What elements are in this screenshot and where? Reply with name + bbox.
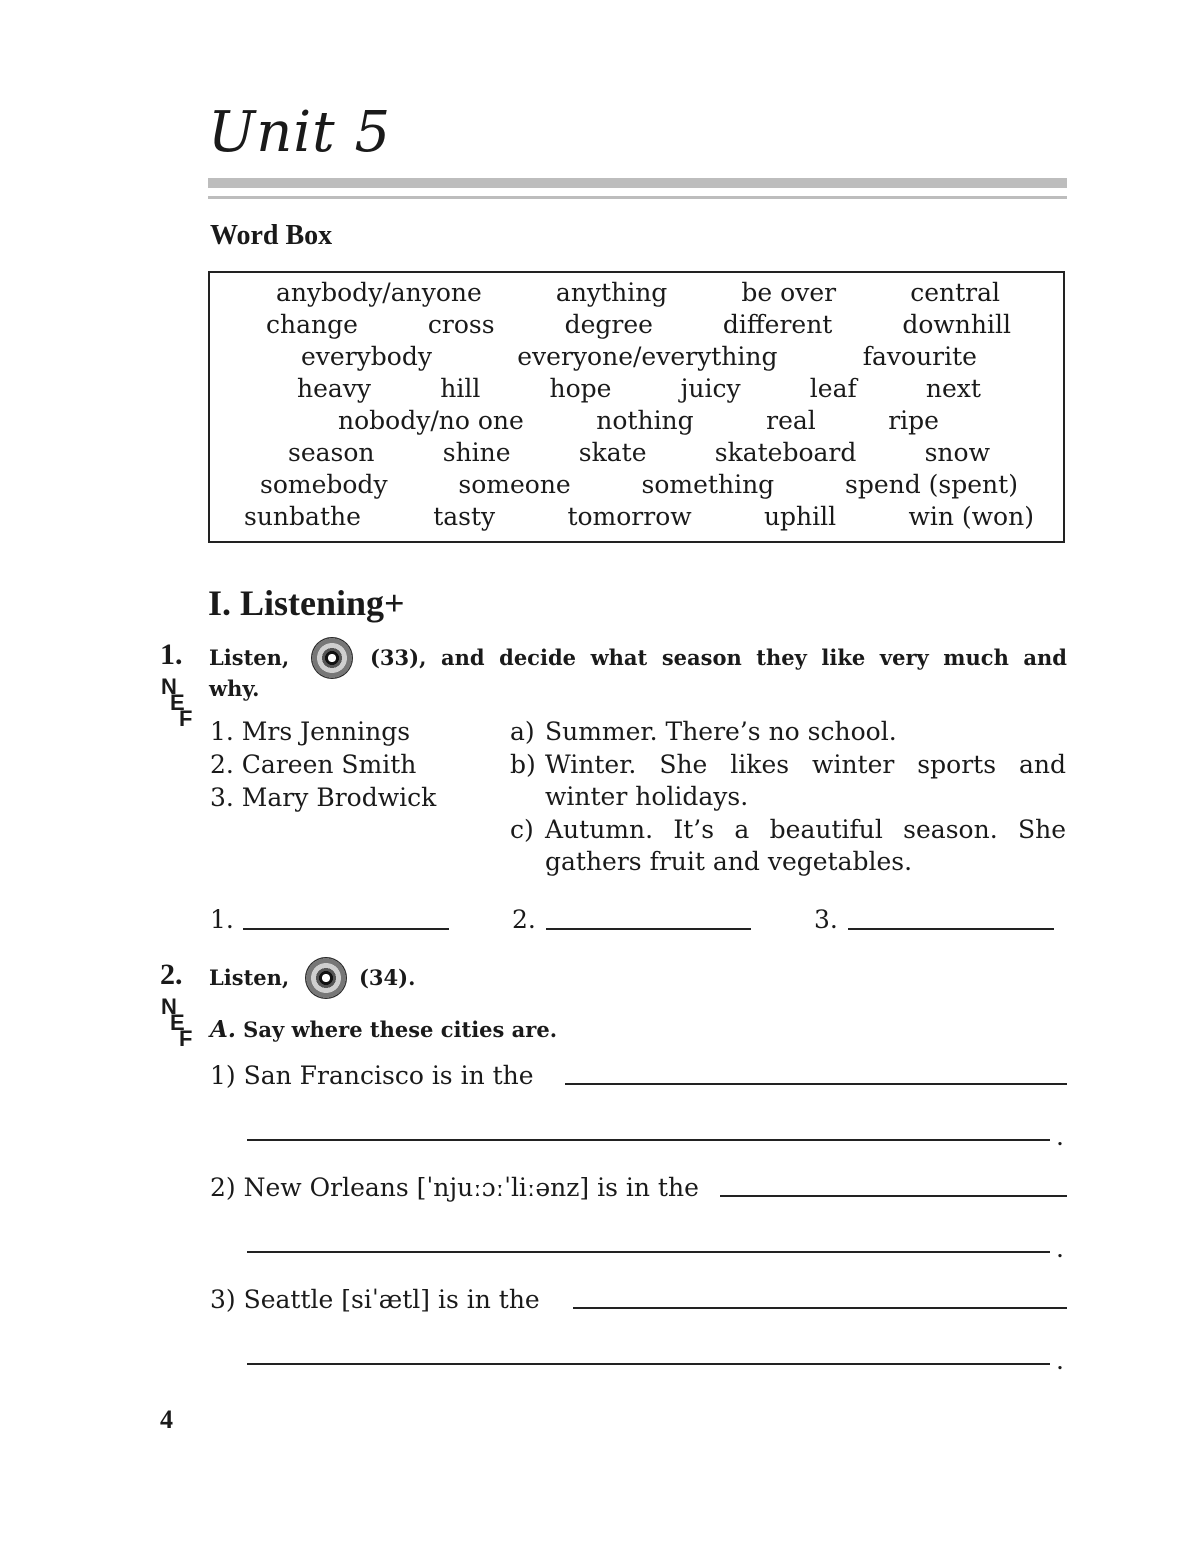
word-box-row [266,309,1011,341]
exercise-instruction-start: Listen, [209,645,290,670]
page-number: 4 [160,1405,173,1434]
word-box-row [276,277,1000,309]
word: spend (spent) [845,470,1018,499]
title-rule-thick [208,178,1067,188]
word-box-row [288,437,990,469]
word: tasty [433,502,496,531]
answer-letter: c) [510,815,534,844]
word-box-row [301,341,977,373]
list-item: 1. Mrs Jennings [210,717,411,746]
exercise-instruction-line2: why. [209,676,260,701]
answer-line[interactable] [720,1195,1067,1197]
word: skateboard [714,438,857,467]
blank-label: 2. [512,905,536,934]
question-label: 3) Seattle [siˈætl] is in the [210,1285,540,1314]
exercise-number: 1. [160,638,183,671]
part-label [210,1016,557,1043]
question-label: 2) New Orleans [ˈnjuːɔːˈliːənz] is in the [210,1173,699,1202]
badge-letter: N [161,674,177,699]
title-rule-thin [208,196,1067,199]
word: downhill [902,310,1011,339]
answer-text: gathers fruit and vegetables. [545,847,913,876]
word-box-row [244,501,1034,533]
blank-label: 1. [210,905,234,934]
word: next [925,374,981,403]
word: cross [427,310,495,339]
list-item: 3. Mary Brodwick [210,783,437,812]
word: degree [564,310,653,339]
answer-text: Winter. She likes winter sports and [545,750,1066,779]
badge-letter: F [179,706,193,731]
word: juicy [680,374,741,403]
word: something [641,470,775,499]
answer-line[interactable] [247,1139,1050,1141]
answer-text: Autumn. It’s a beautiful season. She [545,815,1066,844]
word: everybody [301,342,432,371]
blank-label: 3. [814,905,838,934]
answer-blank[interactable] [546,928,751,930]
word: nobody/no one [338,406,524,435]
answer-letter: b) [510,750,536,779]
audio-cd-icon[interactable] [311,637,353,679]
answer-blank[interactable] [848,928,1054,930]
word-box-row [297,373,981,405]
badge-letter: F [179,1026,193,1051]
word: snow [924,438,990,467]
part-letter: A. [210,1016,236,1043]
word: be over [741,278,837,307]
word: sunbathe [244,502,361,531]
word: season [288,438,375,467]
word: someone [458,470,571,499]
list-item: 2. Careen Smith [210,750,417,779]
answer-text: winter holidays. [545,782,749,811]
people-list [210,715,436,814]
word: hope [549,374,612,403]
word: heavy [297,374,372,403]
part-text: Say where these cities are. [243,1017,558,1042]
badge-letter: E [170,1010,185,1035]
badge-letter: E [170,690,185,715]
answer-text: Summer. There’s no school. [545,717,897,746]
word: central [910,278,1000,307]
word: leaf [809,374,857,403]
word: shine [442,438,511,467]
word: anything [555,278,668,307]
word-box-heading: Word Box [210,220,333,251]
section-heading: I. Listening+ [208,583,405,623]
word: win (won) [908,502,1034,531]
word: different [722,310,833,339]
exercise-instruction-start: Listen, [209,965,290,990]
answer-line[interactable] [247,1363,1050,1365]
word: real [766,406,816,435]
word: anybody/anyone [276,278,482,307]
badge-letter: N [161,994,177,1019]
word-box-row [338,405,939,437]
word: uphill [763,502,837,531]
audio-cd-icon[interactable] [305,957,347,999]
word: everyone/everything [517,342,778,371]
period: . [1056,1234,1064,1263]
neff-badge [161,994,193,1051]
period: . [1056,1122,1064,1151]
word: ripe [888,406,939,435]
answer-line[interactable] [573,1307,1067,1309]
period: . [1056,1346,1064,1375]
word: nothing [596,406,694,435]
exercise-instruction: (33), and decide what season they like very much and [370,645,1067,670]
neff-badge [161,674,193,731]
answer-line[interactable] [247,1251,1050,1253]
word: change [266,310,358,339]
answer-line[interactable] [565,1083,1067,1085]
word-box [208,271,1065,543]
exercise-instruction: (34). [359,965,416,990]
unit-title: Unit 5 [208,100,392,165]
word: skate [578,438,647,467]
word: somebody [260,470,388,499]
word: tomorrow [567,502,692,531]
word-box-row [260,469,1018,501]
question-label: 1) San Francisco is in the [210,1061,534,1090]
exercise-number: 2. [160,958,183,991]
word: favourite [862,342,977,371]
answer-letter: a) [510,717,535,746]
word: hill [440,374,481,403]
answer-blank[interactable] [243,928,449,930]
